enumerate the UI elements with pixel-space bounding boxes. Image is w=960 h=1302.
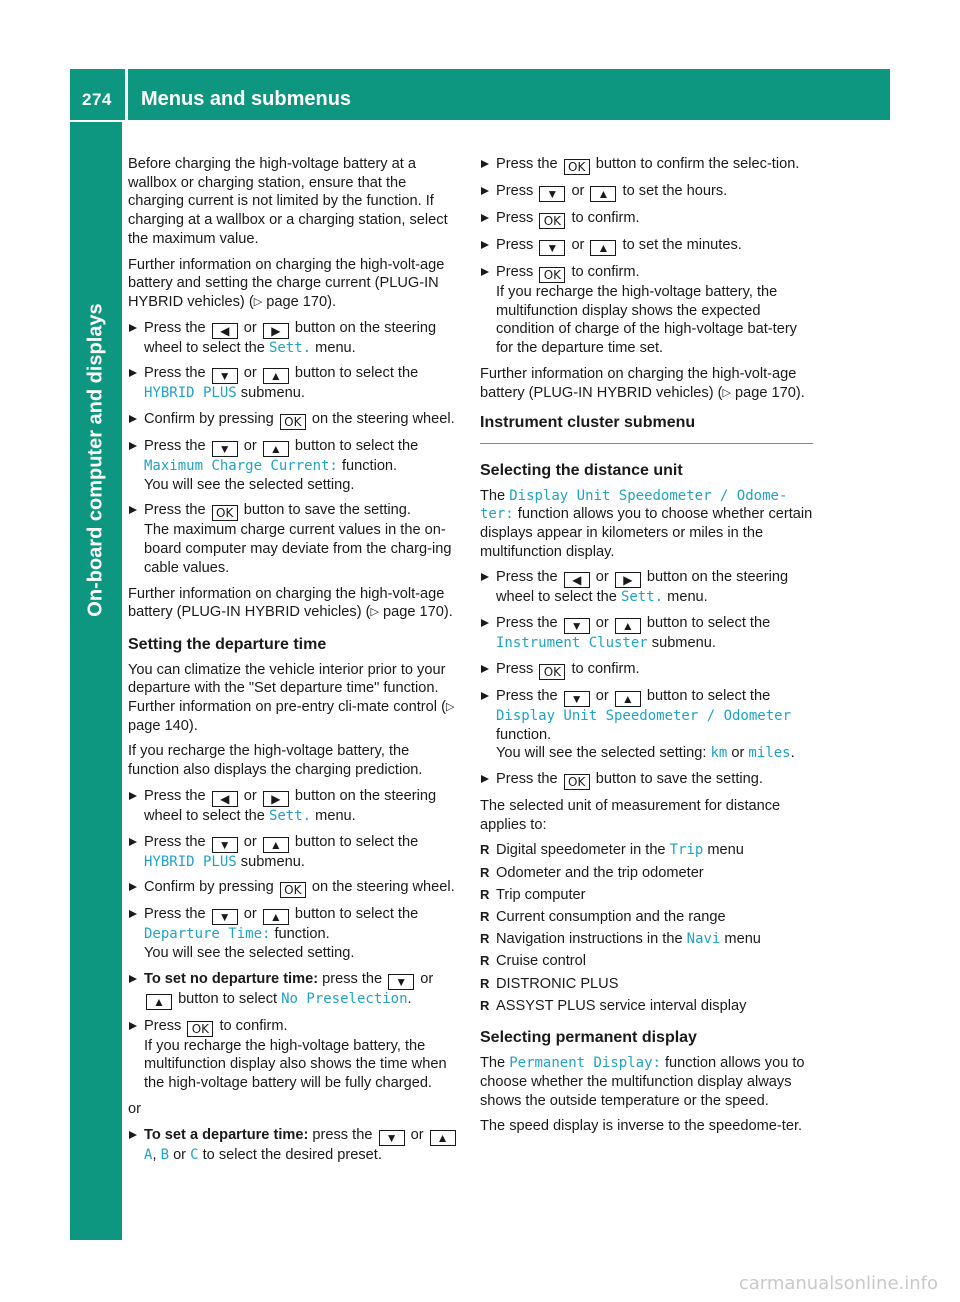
text: page 170). [266, 293, 337, 310]
text: Press [496, 264, 534, 280]
text: or [173, 1146, 187, 1163]
text: Navigation instructions in the [496, 931, 683, 948]
bullet-icon: R [480, 997, 490, 1013]
text: press the [322, 970, 383, 987]
text: submenu. [240, 853, 305, 870]
bullet-icon: R [480, 886, 490, 902]
text: menu [707, 842, 744, 859]
down-arrow-icon: ▼ [379, 1130, 405, 1146]
menu-name: HYBRID PLUS [144, 385, 237, 402]
text: button to select the [294, 438, 419, 455]
right-arrow-icon: ▶ [263, 323, 289, 339]
up-arrow-icon: ▲ [615, 618, 641, 634]
text: to confirm. [219, 1017, 288, 1034]
text: or [595, 569, 609, 586]
step-note: The maximum charge current values in the on-board computer may deviate from the charg-ing cable values. [144, 522, 452, 576]
step [480, 614, 813, 653]
list-item [480, 975, 813, 994]
step [480, 209, 813, 229]
text: to confirm. [571, 210, 640, 226]
up-arrow-icon: ▲ [263, 837, 289, 853]
text: menu [724, 931, 761, 948]
list-item [480, 886, 813, 905]
page-ref-icon: ▷ [370, 606, 379, 619]
text: Press the [144, 833, 206, 850]
text: Press the [496, 156, 558, 172]
text: Press [144, 1017, 182, 1034]
page-title: Menus and submenus [141, 88, 352, 110]
text: Press the [496, 770, 558, 787]
text: Further information on charging the high-volt-age battery and setting the charge current (PLUG-IN HYBRID vehicles) ( [128, 256, 445, 310]
menu-name: Departure Time: [144, 926, 271, 943]
text: Current consumption and the range [496, 908, 726, 925]
ok-button-icon: OK [539, 664, 565, 680]
text: or [420, 970, 434, 987]
text: You will see the selected setting: [496, 745, 707, 762]
down-arrow-icon: ▼ [212, 368, 238, 384]
text: Press [496, 237, 534, 253]
text: Further information on charging the high-volt-age battery (PLUG-IN HYBRID vehicles) ( [128, 585, 445, 621]
paragraph: The speed display is inverse to the speedome-ter. [480, 1118, 803, 1135]
left-arrow-icon: ◀ [212, 791, 238, 807]
text: button to select the [294, 906, 419, 923]
text: Press the [144, 787, 206, 804]
page-ref-icon: ▷ [722, 386, 731, 399]
step-note: If you recharge the high-voltage battery, the multifunction display also shows the time when the high-voltage battery will be fully charged. [144, 1037, 447, 1092]
text: The [480, 487, 506, 504]
page-ref-icon: ▷ [445, 701, 455, 714]
text: Digital speedometer in the [496, 842, 666, 859]
ok-button-icon: OK [280, 414, 306, 430]
text: button to save the setting. [243, 502, 411, 519]
text: or [595, 615, 609, 632]
step [480, 182, 813, 202]
down-arrow-icon: ▼ [212, 441, 238, 457]
left-arrow-icon: ◀ [564, 572, 590, 588]
text: Further information on charging the high-volt-age battery (PLUG-IN HYBRID vehicles) ( [480, 365, 797, 401]
text: Press the [144, 365, 206, 382]
down-arrow-icon: ▼ [212, 909, 238, 925]
menu-name: Trip [669, 842, 704, 859]
menu-name: Display Unit Speedometer / Odometer [496, 707, 792, 724]
preset-a: A [144, 1146, 153, 1163]
up-arrow-icon: ▲ [263, 368, 289, 384]
ok-button-icon: OK [212, 505, 238, 521]
text: function allows you to choose whether certain displays appear in kilometers or miles in the multifunction display. [480, 506, 813, 560]
paragraph [480, 487, 813, 562]
text: Press [496, 210, 534, 226]
ok-button-icon: OK [539, 213, 565, 229]
menu-name: Sett. [268, 807, 312, 824]
text: or [731, 745, 745, 762]
text: to set the hours. [622, 183, 728, 199]
bullet-icon: R [480, 931, 490, 947]
up-arrow-icon: ▲ [590, 240, 616, 256]
text: button to select the [294, 833, 419, 850]
text: or [571, 237, 585, 253]
right-arrow-icon: ▶ [615, 572, 641, 588]
list-item [480, 930, 813, 949]
step [128, 970, 462, 1010]
text: or [243, 365, 257, 382]
step [480, 660, 813, 680]
step [128, 1017, 462, 1093]
text: Cruise control [496, 953, 587, 970]
text: button to save the setting. [595, 770, 763, 787]
bullet-icon: R [480, 864, 490, 880]
unit-miles: miles [748, 745, 791, 762]
text: submenu. [240, 385, 305, 402]
text: . [407, 990, 412, 1007]
paragraph: The selected unit of measurement for distance applies to: [480, 797, 781, 833]
text: to set the minutes. [622, 237, 742, 253]
step [128, 878, 462, 898]
text: Odometer and the trip odometer [496, 864, 704, 881]
text: or [243, 787, 257, 804]
text: button on the steering wheel to select the [144, 319, 437, 356]
step [480, 236, 813, 256]
list-item [480, 997, 813, 1016]
menu-name: Maximum Charge Current: [144, 458, 338, 475]
text: Trip computer [496, 886, 586, 903]
text: You can climatize the vehicle interior prior to your departure with the "Set departure time" function. Further information on pre-entry cli-mate control ( [128, 661, 446, 716]
menu-name: Instrument Cluster [496, 635, 648, 652]
text: menu. [315, 339, 356, 356]
step [128, 787, 462, 826]
step [128, 501, 462, 577]
step [480, 568, 813, 607]
text: , [152, 1146, 157, 1163]
menu-name: Sett. [620, 589, 664, 606]
text: function allows you to choose whether the multifunction display always shows the outside temperature or the speed. [480, 1055, 805, 1109]
list-item [480, 908, 813, 927]
right-column [480, 155, 813, 1143]
up-arrow-icon: ▲ [590, 186, 616, 202]
step-label: To set no departure time: [144, 970, 319, 987]
text: function. [274, 926, 330, 943]
text: submenu. [651, 635, 716, 652]
down-arrow-icon: ▼ [539, 240, 565, 256]
left-arrow-icon: ◀ [212, 323, 238, 339]
step [128, 905, 462, 962]
paragraph: If you recharge the high-voltage battery, the function also displays the charging prediction. [128, 743, 423, 779]
text: The [480, 1055, 506, 1072]
header-divider [125, 69, 128, 120]
step [128, 319, 462, 358]
text: on the steering wheel. [311, 411, 455, 428]
list-item [480, 864, 813, 883]
text: button to select the [294, 365, 419, 382]
subsection-heading: Selecting permanent display [480, 1029, 697, 1047]
text: page 170). [383, 604, 453, 621]
watermark: carmanualsonline.info [738, 1273, 938, 1294]
down-arrow-icon: ▼ [564, 618, 590, 634]
menu-name: Sett. [268, 339, 312, 356]
step-label: To set a departure time: [144, 1126, 309, 1143]
left-column [128, 155, 462, 1171]
text: button to confirm the selec-tion. [595, 156, 800, 172]
down-arrow-icon: ▼ [539, 186, 565, 202]
text: press the [312, 1126, 373, 1143]
text: Press the [496, 687, 558, 704]
ok-button-icon: OK [564, 159, 590, 175]
step-note: You will see the selected setting. [144, 944, 355, 961]
up-arrow-icon: ▲ [146, 994, 172, 1010]
text: menu. [315, 807, 356, 824]
step [128, 410, 462, 430]
bullet-icon: R [480, 908, 490, 924]
down-arrow-icon: ▼ [388, 974, 414, 990]
text: Press the [144, 438, 206, 455]
ok-button-icon: OK [280, 882, 306, 898]
menu-name: No Preselection [281, 990, 408, 1007]
text: to confirm. [571, 660, 640, 677]
menu-name: Permanent Display: [509, 1055, 661, 1072]
text: page 140). [128, 717, 198, 734]
text: Press the [144, 319, 206, 336]
text: button to select [178, 990, 278, 1007]
text: button on the steering wheel to select the [144, 787, 437, 824]
text: or [595, 687, 609, 704]
step [128, 1126, 462, 1165]
bullet-icon: R [480, 975, 490, 991]
text: to select the desired preset. [202, 1146, 382, 1163]
step [480, 155, 813, 175]
text: or [243, 833, 257, 850]
preset-b: B [160, 1146, 169, 1163]
text: page 170). [735, 384, 805, 401]
text: menu. [667, 589, 708, 606]
subsection-heading: Selecting the distance unit [480, 461, 683, 479]
right-arrow-icon: ▶ [263, 791, 289, 807]
step [480, 263, 813, 358]
paragraph [128, 585, 462, 622]
up-arrow-icon: ▲ [263, 909, 289, 925]
text: . [790, 745, 795, 762]
paragraph [480, 1054, 813, 1110]
page-ref-icon: ▷ [253, 295, 263, 308]
bullet-icon: R [480, 842, 490, 858]
text: or [243, 906, 257, 923]
up-arrow-icon: ▲ [615, 691, 641, 707]
ok-button-icon: OK [539, 267, 565, 283]
down-arrow-icon: ▼ [212, 837, 238, 853]
text: Press the [496, 569, 558, 586]
list-item [480, 952, 813, 971]
down-arrow-icon: ▼ [564, 691, 590, 707]
menu-name: Navi [686, 931, 721, 948]
text: Press the [144, 906, 206, 923]
up-arrow-icon: ▲ [263, 441, 289, 457]
text: button to select the [646, 615, 771, 632]
text: or [243, 438, 257, 455]
step [128, 437, 462, 494]
text: Confirm by pressing [144, 879, 274, 896]
text: or [243, 319, 257, 336]
text: Press the [496, 615, 558, 632]
paragraph [128, 661, 462, 736]
menu-name: Display Unit Speedometer / Odome-ter: [480, 487, 788, 523]
bullet-icon: R [480, 953, 490, 969]
text: Press [496, 660, 534, 677]
step [128, 833, 462, 872]
ok-button-icon: OK [564, 774, 590, 790]
step [128, 364, 462, 403]
text: ASSYST PLUS service interval display [496, 997, 747, 1014]
or-separator: or [128, 1100, 141, 1117]
step-note [496, 744, 813, 763]
chapter-title: On-board computer and displays [84, 303, 107, 617]
text: DISTRONIC PLUS [496, 975, 619, 992]
paragraph: Before charging the high-voltage battery at a wallbox or charging station, ensure that the charging current is not limited by the function. If charging at a wallbox or a charging station, select the maximum value. [128, 156, 448, 247]
paragraph [128, 256, 462, 312]
page-number: 274 [82, 90, 112, 109]
section-heading: Instrument cluster submenu [480, 414, 813, 444]
list-item [480, 841, 813, 860]
up-arrow-icon: ▲ [430, 1130, 456, 1146]
text: Confirm by pressing [144, 411, 274, 428]
text: or [410, 1126, 424, 1143]
text: Press [496, 183, 534, 199]
text: to confirm. [571, 264, 640, 280]
text: button to select the [646, 687, 771, 704]
step [480, 770, 813, 790]
text: button on the steering wheel to select the [496, 569, 789, 606]
text: or [571, 183, 585, 199]
step-note: You will see the selected setting. [144, 476, 355, 493]
side-strip [70, 122, 122, 1240]
text: function. [341, 458, 398, 475]
menu-name: HYBRID PLUS [144, 853, 237, 870]
step-note: If you recharge the high-voltage battery, the multifunction display shows the expected condition of charge of the high-voltage bat-tery for the departure time set. [496, 284, 797, 357]
text: on the steering wheel. [311, 879, 455, 896]
ok-button-icon: OK [187, 1021, 213, 1037]
step [480, 687, 813, 763]
unit-km: km [710, 745, 728, 762]
text: Press the [144, 502, 206, 519]
paragraph [480, 365, 813, 402]
text: function. [496, 726, 552, 743]
section-heading: Setting the departure time [128, 635, 327, 653]
preset-c: C [190, 1146, 199, 1163]
